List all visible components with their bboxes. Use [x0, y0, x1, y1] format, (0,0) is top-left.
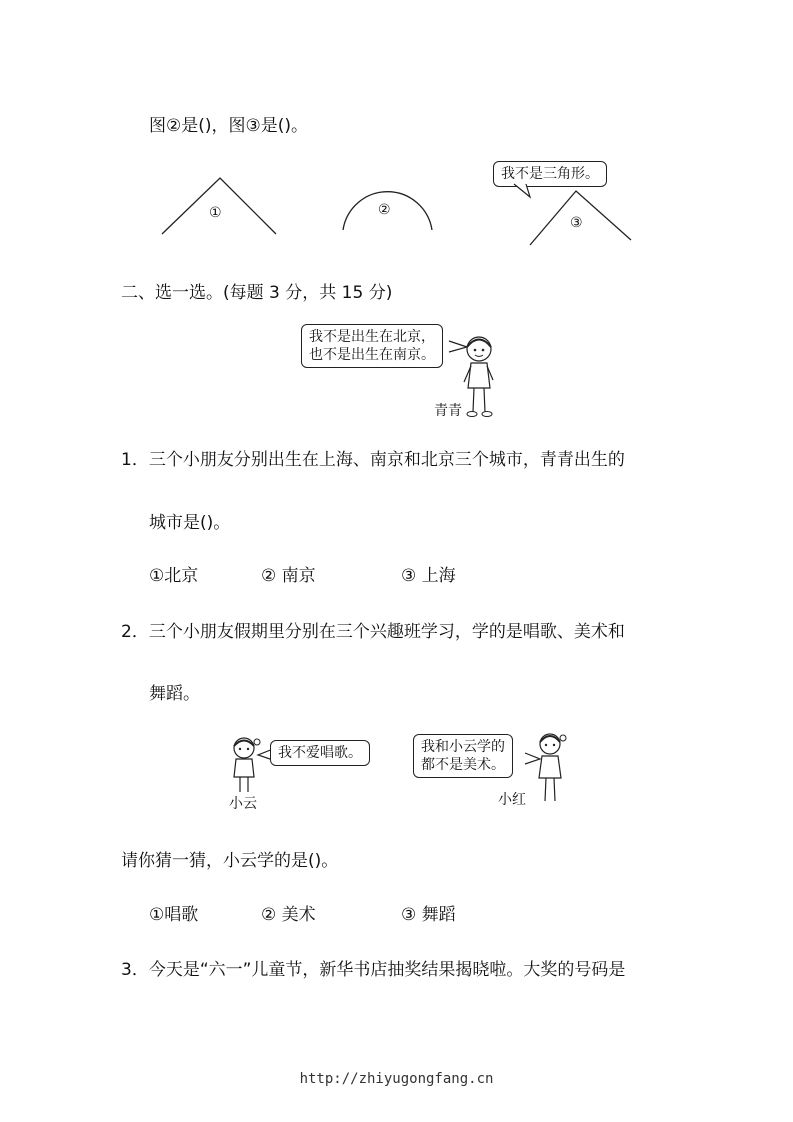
section-2-title: 二、选一选。(每题 3 分，共 15 分) [121, 283, 393, 303]
qingqing-bubble-line-2: 也不是出生在南京。 [309, 347, 435, 363]
q1-line-1: 1．三个小朋友分别出生在上海、南京和北京三个城市，青青出生的 [121, 450, 625, 470]
qingqing-speech-bubble [301, 324, 443, 368]
xiaohong-girl-illustration [532, 730, 568, 808]
figure-3-label: ③ [570, 215, 583, 231]
xiaohong-bubble-line-2: 都不是美术。 [421, 757, 505, 773]
q2-option-3: ③ 舞蹈 [401, 905, 456, 925]
qingqing-girl-illustration [460, 332, 498, 420]
q2-option-1: ①唱歌 [149, 905, 199, 925]
q1-option-3: ③ 上海 [401, 566, 456, 586]
q3-line-1: 3．今天是“六一”儿童节，新华书店抽奖结果揭晓啦。大奖的号码是 [121, 960, 626, 980]
xiaohong-name: 小红 [498, 792, 526, 808]
figure-question-line: 图②是()，图③是()。 [149, 116, 309, 136]
qingqing-name: 青青 [434, 403, 462, 419]
q2-option-2: ② 美术 [261, 905, 316, 925]
figure-1-label: ① [209, 205, 222, 221]
q1-option-1: ①北京 [149, 566, 199, 586]
xiaoyun-girl-illustration [226, 735, 262, 797]
xiaoyun-name: 小云 [229, 796, 257, 812]
q2-question: 请你猜一猜，小云学的是()。 [121, 851, 339, 871]
q1-option-2: ② 南京 [261, 566, 316, 586]
q1-line-2: 城市是()。 [149, 513, 231, 533]
xiaohong-bubble-line-1: 我和小云学的 [421, 739, 505, 755]
figure-3-speech-bubble [493, 161, 607, 187]
xiaoyun-speech-bubble [270, 740, 370, 766]
figure-3-bubble-text: 我不是三角形。 [501, 166, 599, 182]
xiaoyun-bubble-text: 我不爱唱歌。 [278, 745, 362, 761]
q2-line-1: 2．三个小朋友假期里分别在三个兴趣班学习，学的是唱歌、美术和 [121, 622, 625, 642]
q2-line-2: 舞蹈。 [149, 684, 200, 704]
qingqing-bubble-line-1: 我不是出生在北京， [309, 329, 435, 345]
figure-2-label: ② [378, 202, 391, 218]
xiaohong-speech-bubble [413, 734, 513, 778]
footer-url: http://zhiyugongfang.cn [299, 1071, 494, 1087]
